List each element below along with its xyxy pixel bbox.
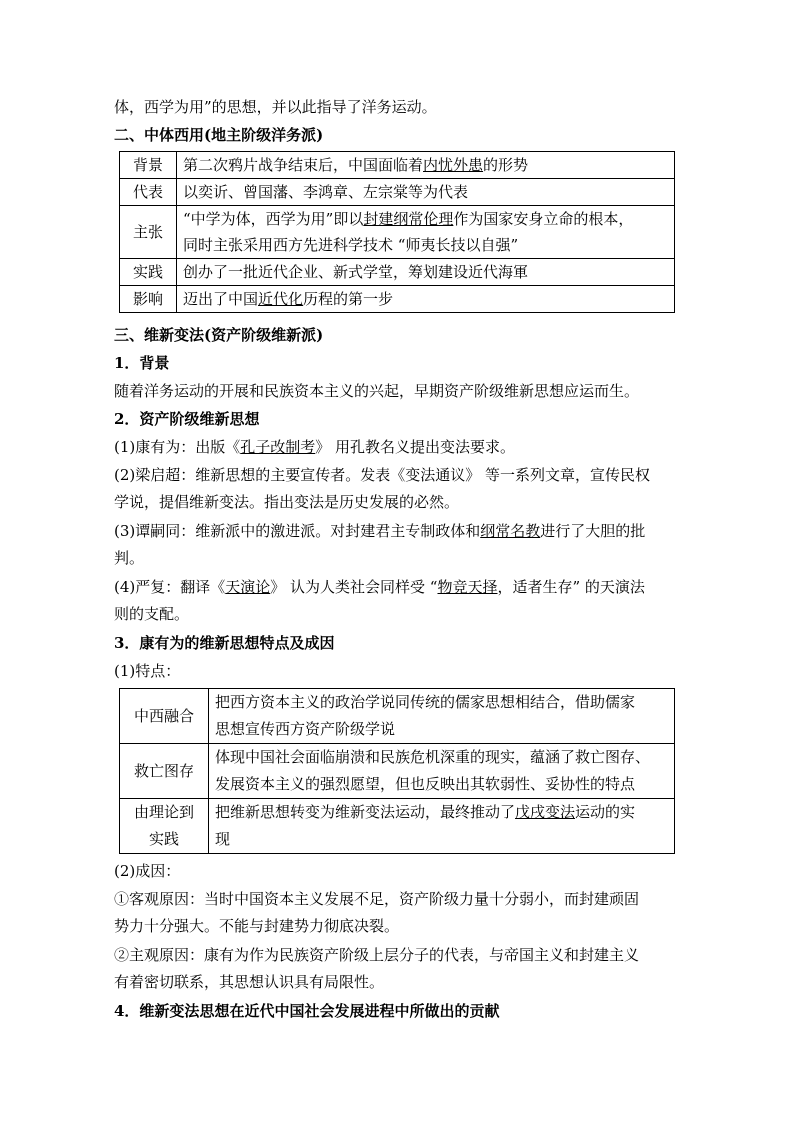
subjective-cause-line2: 有着密切联系，其思想认识具有局限性。 bbox=[114, 973, 385, 991]
row-label: 代表 bbox=[120, 179, 177, 206]
section2-heading: 二、中体西用(地主阶级洋务派) bbox=[114, 126, 324, 144]
objective-cause-line2: 势力十分强大。不能与封建势力彻底决裂。 bbox=[114, 917, 400, 935]
subsection-ideas-title: 2．资产阶级维新思想 bbox=[114, 410, 260, 428]
row-label: 中西融合 bbox=[120, 689, 209, 744]
row-content: 迈出了中国近代化历程的第一步 bbox=[177, 286, 675, 313]
row-label: 主张 bbox=[120, 206, 177, 259]
tan-sitong-line2: 判。 bbox=[114, 549, 145, 567]
tan-sitong-line1: (3)谭嗣同：维新派中的激进派。对封建君主专制政体和纲常名教进行了大胆的批 bbox=[114, 522, 646, 540]
objective-cause-line1: ①客观原因：当时中国资本主义发展不足，资产阶级力量十分弱小，而封建顽固 bbox=[114, 890, 640, 908]
subsection-background-title: 1．背景 bbox=[114, 354, 170, 372]
table-row bbox=[120, 152, 675, 179]
table-row bbox=[120, 689, 675, 744]
row-content: 把西方资本主义的政治学说同传统的儒家思想相结合，借助儒家 思想宣传西方资产阶级学说 bbox=[209, 689, 675, 744]
row-content: 第二次鸦片战争结束后，中国面临着内忧外患的形势 bbox=[177, 152, 675, 179]
subsection-features-title: 3．康有为的维新思想特点及成因 bbox=[114, 634, 335, 652]
causes-label: (2)成因： bbox=[114, 862, 181, 880]
row-label: 实践 bbox=[120, 259, 177, 286]
intro-line: 体，西学为用”的思想，并以此指导了洋务运动。 bbox=[114, 98, 437, 116]
row-label: 影响 bbox=[120, 286, 177, 313]
zhongti-xiyong-table bbox=[119, 151, 675, 313]
table-row bbox=[120, 179, 675, 206]
table-row bbox=[120, 259, 675, 286]
row-content: “中学为体，西学为用”即以封建纲常伦理作为国家安身立命的根本， 同时主张采用西方先进科学技术 “师夷长技以自强” bbox=[177, 206, 675, 259]
row-label: 由理论到 实践 bbox=[120, 799, 209, 854]
row-content: 创办了一批近代企业、新式学堂，筹划建设近代海軍 bbox=[177, 259, 675, 286]
row-content: 以奕䜣、曾国藩、李鸿章、左宗棠等为代表 bbox=[177, 179, 675, 206]
row-content: 把维新思想转变为维新变法运动，最终推动了戊戌变法运动的实 现 bbox=[209, 799, 675, 854]
section3-heading: 三、维新变法(资产阶级维新派) bbox=[114, 326, 324, 344]
table-row bbox=[120, 286, 675, 313]
features-table bbox=[119, 688, 675, 854]
row-label: 背景 bbox=[120, 152, 177, 179]
row-content: 体现中国社会面临崩溃和民族危机深重的现实，蕴涵了救亡图存、 发展资本主义的强烈愿望，但也反映出其软弱性、妥协性的特点 bbox=[209, 744, 675, 799]
table-row bbox=[120, 206, 675, 259]
table-row bbox=[120, 744, 675, 799]
table-row bbox=[120, 799, 675, 854]
subsection-contribution-title: 4．维新变法思想在近代中国社会发展进程中所做出的贡献 bbox=[114, 1002, 500, 1020]
yan-fu-line2: 则的支配。 bbox=[114, 605, 190, 623]
row-label: 救亡图存 bbox=[120, 744, 209, 799]
liang-qichao-line1: (2)梁启超：维新思想的主要宣传者。发表《变法通议》 等一系列文章，宣传民权 bbox=[114, 466, 651, 484]
liang-qichao-line2: 学说，提倡维新变法。指出变法是历史发展的必然。 bbox=[114, 493, 460, 511]
background-text: 随着洋务运动的开展和民族资本主义的兴起，早期资产阶级维新思想应运而生。 bbox=[114, 382, 640, 400]
features-label: (1)特点： bbox=[114, 662, 181, 680]
subjective-cause-line1: ②主观原因：康有为作为民族资产阶级上层分子的代表，与帝国主义和封建主义 bbox=[114, 946, 640, 964]
yan-fu-line1: (4)严复：翻译《天演论》 认为人类社会同样受 “物竞天择，适者生存” 的天演法 bbox=[114, 578, 645, 596]
kang-youwei-item: (1)康有为：出版《孔子改制考》 用孔教名义提出变法要求。 bbox=[114, 438, 516, 456]
